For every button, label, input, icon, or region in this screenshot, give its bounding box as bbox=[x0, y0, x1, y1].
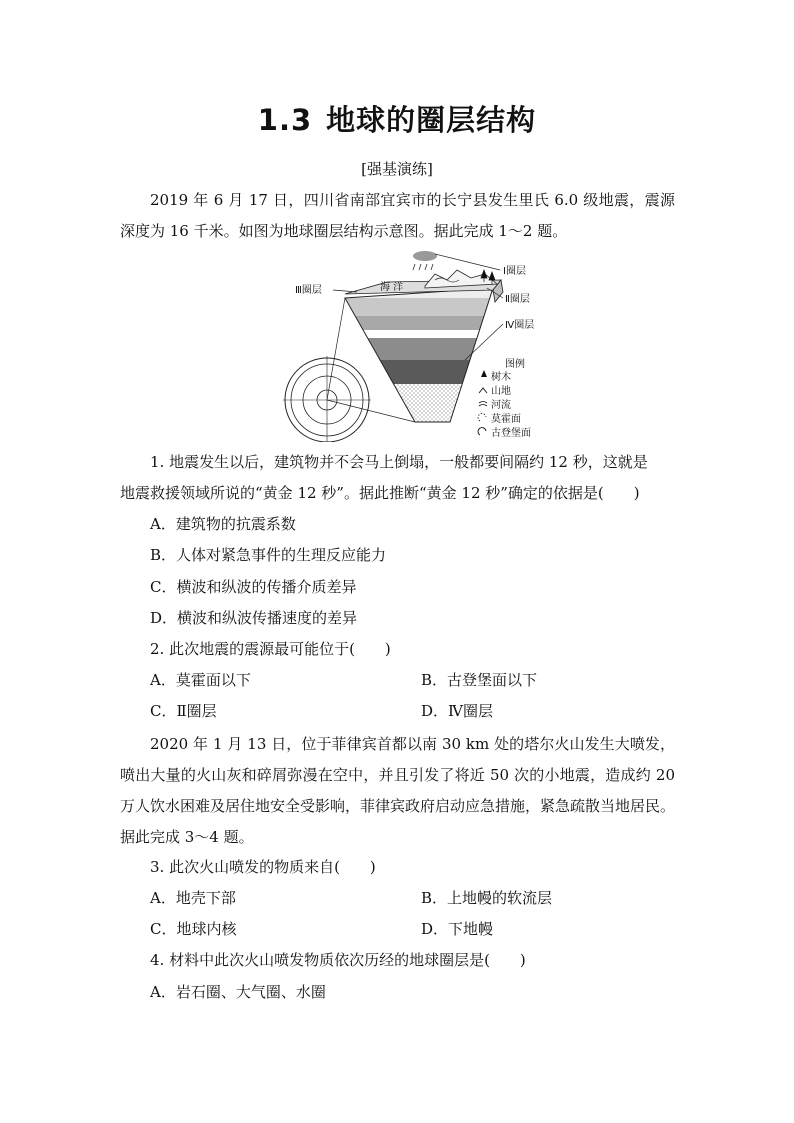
title-text: 地球的圈层结构 bbox=[326, 103, 537, 137]
q1-stem-line2: 地震救援领域所说的“黄金 12 秒”。据此推断“黄金 12 秒”确定的依据是( ) bbox=[120, 484, 640, 502]
q4-option-a: A．岩石圈、大气圈、水圈 bbox=[150, 983, 326, 1001]
layer-4-label: Ⅳ圈层 bbox=[505, 320, 535, 331]
legend bbox=[478, 357, 531, 439]
earth-layer-diagram bbox=[275, 250, 565, 442]
q2-option-c: C．Ⅱ圈层 bbox=[150, 702, 217, 720]
passage-1: 2019 年 6 月 17 日，四川省南部宜宾市的长宁县发生里氏 6.0 级地震，震源深度为 16 千米。如图为地球圈层结构示意图。据此完成 1～2 题。 bbox=[120, 191, 675, 240]
layer-3-label: Ⅲ圈层 bbox=[295, 285, 322, 296]
ocean-label: 海 洋 bbox=[380, 282, 404, 293]
q1-option-b: B．人体对紧急事件的生理反应能力 bbox=[150, 546, 387, 564]
q3-option-d: D．下地幔 bbox=[421, 920, 494, 938]
cloud-icon bbox=[413, 251, 437, 270]
q2-option-b: B．古登堡面以下 bbox=[421, 671, 538, 689]
gutenberg-icon bbox=[478, 428, 486, 435]
section-heading: [强基演练] bbox=[361, 160, 433, 178]
q1-option-d: D．横波和纵波传播速度的差异 bbox=[150, 609, 358, 627]
q2-stem: 2. 此次地震的震源最可能位于( ) bbox=[150, 640, 391, 658]
q3-option-a: A．地壳下部 bbox=[150, 889, 236, 907]
q3-option-b: B．上地幔的软流层 bbox=[421, 889, 553, 907]
legend-item-moho: 莫霍面 bbox=[491, 414, 521, 425]
layer-1-label: Ⅰ圈层 bbox=[503, 266, 526, 277]
q2-option-d: D．Ⅳ圈层 bbox=[421, 702, 494, 720]
title-number: 1.3 bbox=[257, 103, 313, 137]
layer-2-label: Ⅱ圈层 bbox=[505, 294, 530, 305]
q4-stem: 4. 材料中此次火山喷发物质依次历经的地球圈层是( ) bbox=[150, 951, 526, 969]
river-icon bbox=[479, 402, 487, 407]
q2-option-a: A．莫霍面以下 bbox=[150, 671, 251, 689]
q3-stem: 3. 此次火山喷发的物质来自( ) bbox=[150, 858, 376, 876]
q1-stem-line1: 1. 地震发生以后，建筑物并不会马上倒塌，一般都要间隔约 12 秒，这就是 bbox=[150, 453, 648, 471]
q1-option-a: A．建筑物的抗震系数 bbox=[150, 515, 296, 533]
page-title bbox=[0, 98, 794, 139]
legend-item-mountain: 山地 bbox=[491, 386, 511, 397]
moho-icon bbox=[478, 414, 486, 421]
tree-icon bbox=[481, 370, 487, 377]
earth-layer-diagram-svg bbox=[275, 250, 565, 442]
legend-item-river: 河流 bbox=[491, 400, 511, 411]
passage-2: 2020 年 1 月 13 日，位于菲律宾首都以南 30 km 处的塔尔火山发生大喷发，喷出大量的火山灰和碎屑弥漫在空中，并且引发了将近 50 次的小地震，造成约 20 万人饮水困难及居住地安全受影响，菲律宾政府启动应急措施，紧急疏散当地居民。据此完成 3～4 题。 bbox=[120, 735, 676, 846]
q3-option-c: C．地球内核 bbox=[150, 920, 237, 938]
mountain-icon bbox=[479, 388, 487, 393]
legend-item-gutenberg: 古登堡面 bbox=[491, 428, 531, 439]
legend-item-tree: 树木 bbox=[491, 372, 511, 383]
legend-title: 图例 bbox=[505, 359, 525, 370]
q1-option-c: C．横波和纵波的传播介质差异 bbox=[150, 578, 357, 596]
